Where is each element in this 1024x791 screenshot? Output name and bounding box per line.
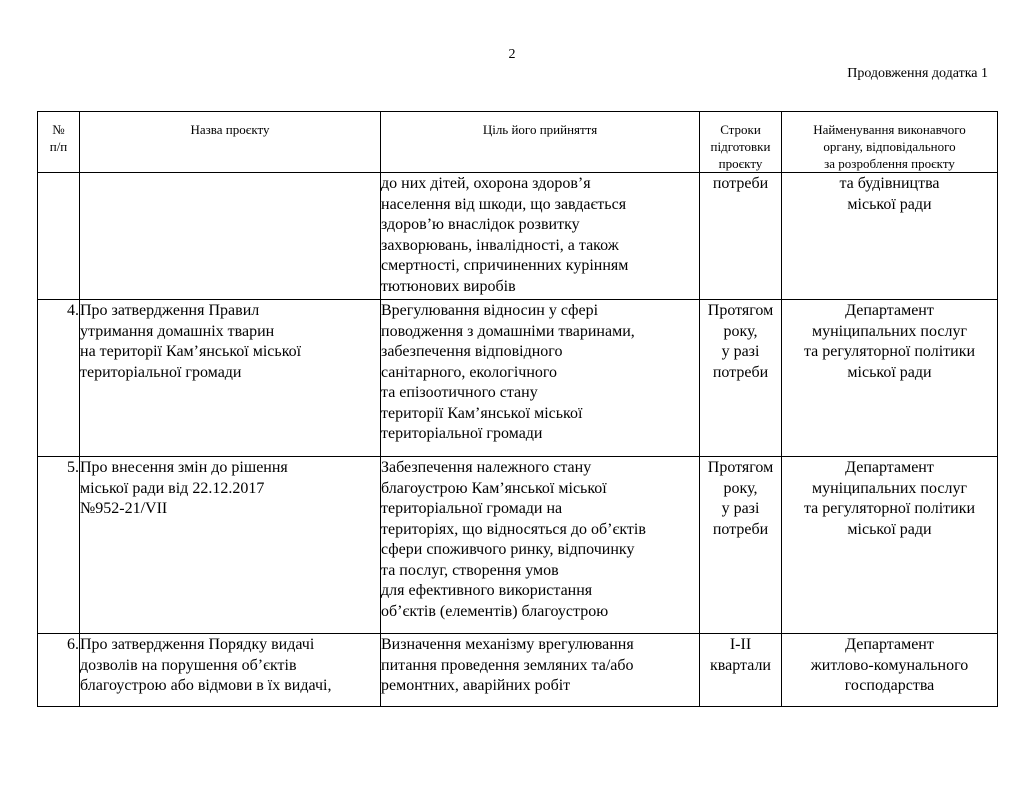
header-term-line: підготовки — [710, 139, 771, 154]
goal-line: захворювань, інвалідності, а також — [381, 236, 619, 254]
name-line: Про внесення змін до рішення — [80, 459, 288, 476]
header-org — [782, 112, 998, 173]
name-line: територіальної громади — [80, 363, 242, 381]
goal-line: санітарного, екологічного — [381, 363, 558, 381]
goal-line: тютюнових виробів — [381, 277, 516, 295]
table-row — [38, 634, 998, 707]
header-term — [700, 112, 782, 173]
term-line: потреби — [712, 520, 769, 538]
row-org-cell — [782, 634, 998, 707]
org-line: муніципальних послуг — [811, 479, 968, 497]
org-line: Департамент — [845, 459, 934, 476]
name-line: Про затвердження Правил — [80, 302, 260, 319]
row-term-cell — [700, 173, 782, 300]
header-name — [80, 112, 381, 173]
goal-line: питання проведення земляних та/або — [381, 656, 634, 674]
header-name-line: Назва проєкту — [190, 122, 270, 137]
row-name-cell — [80, 173, 381, 300]
goal-line: Врегулювання відносин у сфері — [381, 302, 599, 319]
org-line: житлово-комунального — [810, 656, 969, 674]
header-num — [38, 112, 80, 173]
header-num-line: п/п — [49, 139, 68, 154]
row-num-cell — [38, 173, 80, 300]
row-org-cell — [782, 173, 998, 300]
goal-line: поводження з домашніми тваринами, — [381, 322, 635, 340]
goal-line: здоров’ю внаслідок розвитку — [381, 216, 580, 233]
row-goal-cell — [381, 173, 700, 300]
term-line: I-II — [729, 636, 752, 653]
row-name-cell — [80, 300, 381, 457]
header-term-line: Строки — [720, 122, 761, 137]
name-line: утримання домашніх тварин — [80, 322, 275, 340]
org-line: міської ради — [847, 363, 932, 381]
org-line: та будівництва — [839, 175, 940, 192]
header-org-line: органу, відповідального — [823, 139, 956, 154]
header-goal — [381, 112, 700, 173]
row-term-cell — [700, 634, 782, 707]
goal-line: благоустрою Кам’янської міської — [381, 479, 607, 497]
row-name-cell — [80, 457, 381, 634]
org-line: міської ради — [847, 520, 932, 538]
row-num-cell: 5. — [38, 457, 80, 634]
row-term-cell — [700, 457, 782, 634]
continuation-label: Продовження додатка 1 — [847, 66, 988, 81]
row-org-cell — [782, 457, 998, 634]
table-row — [38, 300, 998, 457]
goal-line: територіальної громади — [381, 425, 543, 442]
page-number: 2 — [508, 47, 516, 62]
goal-line: території Кам’янської міської — [381, 404, 583, 422]
term-line: потреби — [712, 363, 769, 381]
row-num-cell: 4. — [38, 300, 80, 457]
header-org-line: Найменування виконавчого — [813, 122, 966, 137]
projects-table — [37, 111, 998, 707]
name-line: дозволів на порушення об’єктів — [80, 656, 297, 674]
org-line: міської ради — [847, 195, 932, 213]
org-line: Департамент — [845, 302, 934, 319]
name-line: Про затвердження Порядку видачі — [80, 636, 315, 653]
name-line: на території Кам’янської міської — [80, 343, 302, 360]
name-line: №952-21/VII — [80, 500, 168, 517]
row-name-cell — [80, 634, 381, 707]
goal-line: об’єктів (елементів) благоустрою — [381, 602, 609, 620]
term-line: року, — [723, 322, 758, 340]
row-goal-cell — [381, 634, 700, 707]
goal-line: населення від шкоди, що завдається — [381, 195, 627, 213]
term-line: у разі — [721, 343, 760, 360]
goal-line: територіях, що відносяться до об’єктів — [381, 520, 646, 538]
term-line: потреби — [712, 175, 769, 192]
row-org-cell — [782, 300, 998, 457]
row-goal-cell — [381, 300, 700, 457]
row-num-cell: 6. — [38, 634, 80, 707]
term-line: Протягом — [707, 459, 774, 476]
row-term-cell — [700, 300, 782, 457]
org-line: та регуляторної політики — [803, 343, 976, 360]
goal-line: сфери споживчого ринку, відпочинку — [381, 541, 635, 558]
goal-line: забезпечення відповідного — [381, 343, 563, 360]
header-term-line: проєкту — [718, 156, 763, 171]
goal-line: до них дітей, охорона здоров’я — [381, 175, 591, 192]
header-num-line: № — [52, 122, 65, 137]
header-org-line: за розроблення проєкту — [824, 156, 955, 171]
table-row — [38, 457, 998, 634]
header-goal-line: Ціль його прийняття — [482, 122, 598, 137]
name-line: міської ради від 22.12.2017 — [80, 479, 265, 497]
org-line: муніципальних послуг — [811, 322, 968, 340]
goal-line: Визначення механізму врегулювання — [381, 636, 634, 653]
org-line: Департамент — [845, 636, 934, 653]
name-line: благоустрою або відмови в їх видачі, — [80, 677, 332, 694]
term-line: квартали — [710, 656, 771, 674]
org-line: господарства — [844, 677, 935, 694]
table-header-row — [38, 112, 998, 173]
term-line: року, — [723, 479, 758, 497]
goal-line: та послуг, створення умов — [381, 561, 559, 579]
term-line: Протягом — [707, 302, 774, 319]
table-row — [38, 173, 998, 300]
goal-line: та епізоотичного стану — [381, 384, 538, 401]
goal-line: Забезпечення належного стану — [381, 459, 592, 476]
goal-line: смертності, спричиненних курінням — [381, 257, 629, 274]
row-goal-cell — [381, 457, 700, 634]
goal-line: для ефективного використання — [381, 582, 593, 599]
term-line: у разі — [721, 500, 760, 517]
goal-line: ремонтних, аварійних робіт — [381, 677, 571, 694]
goal-line: територіальної громади на — [381, 500, 563, 517]
org-line: та регуляторної політики — [803, 500, 976, 517]
